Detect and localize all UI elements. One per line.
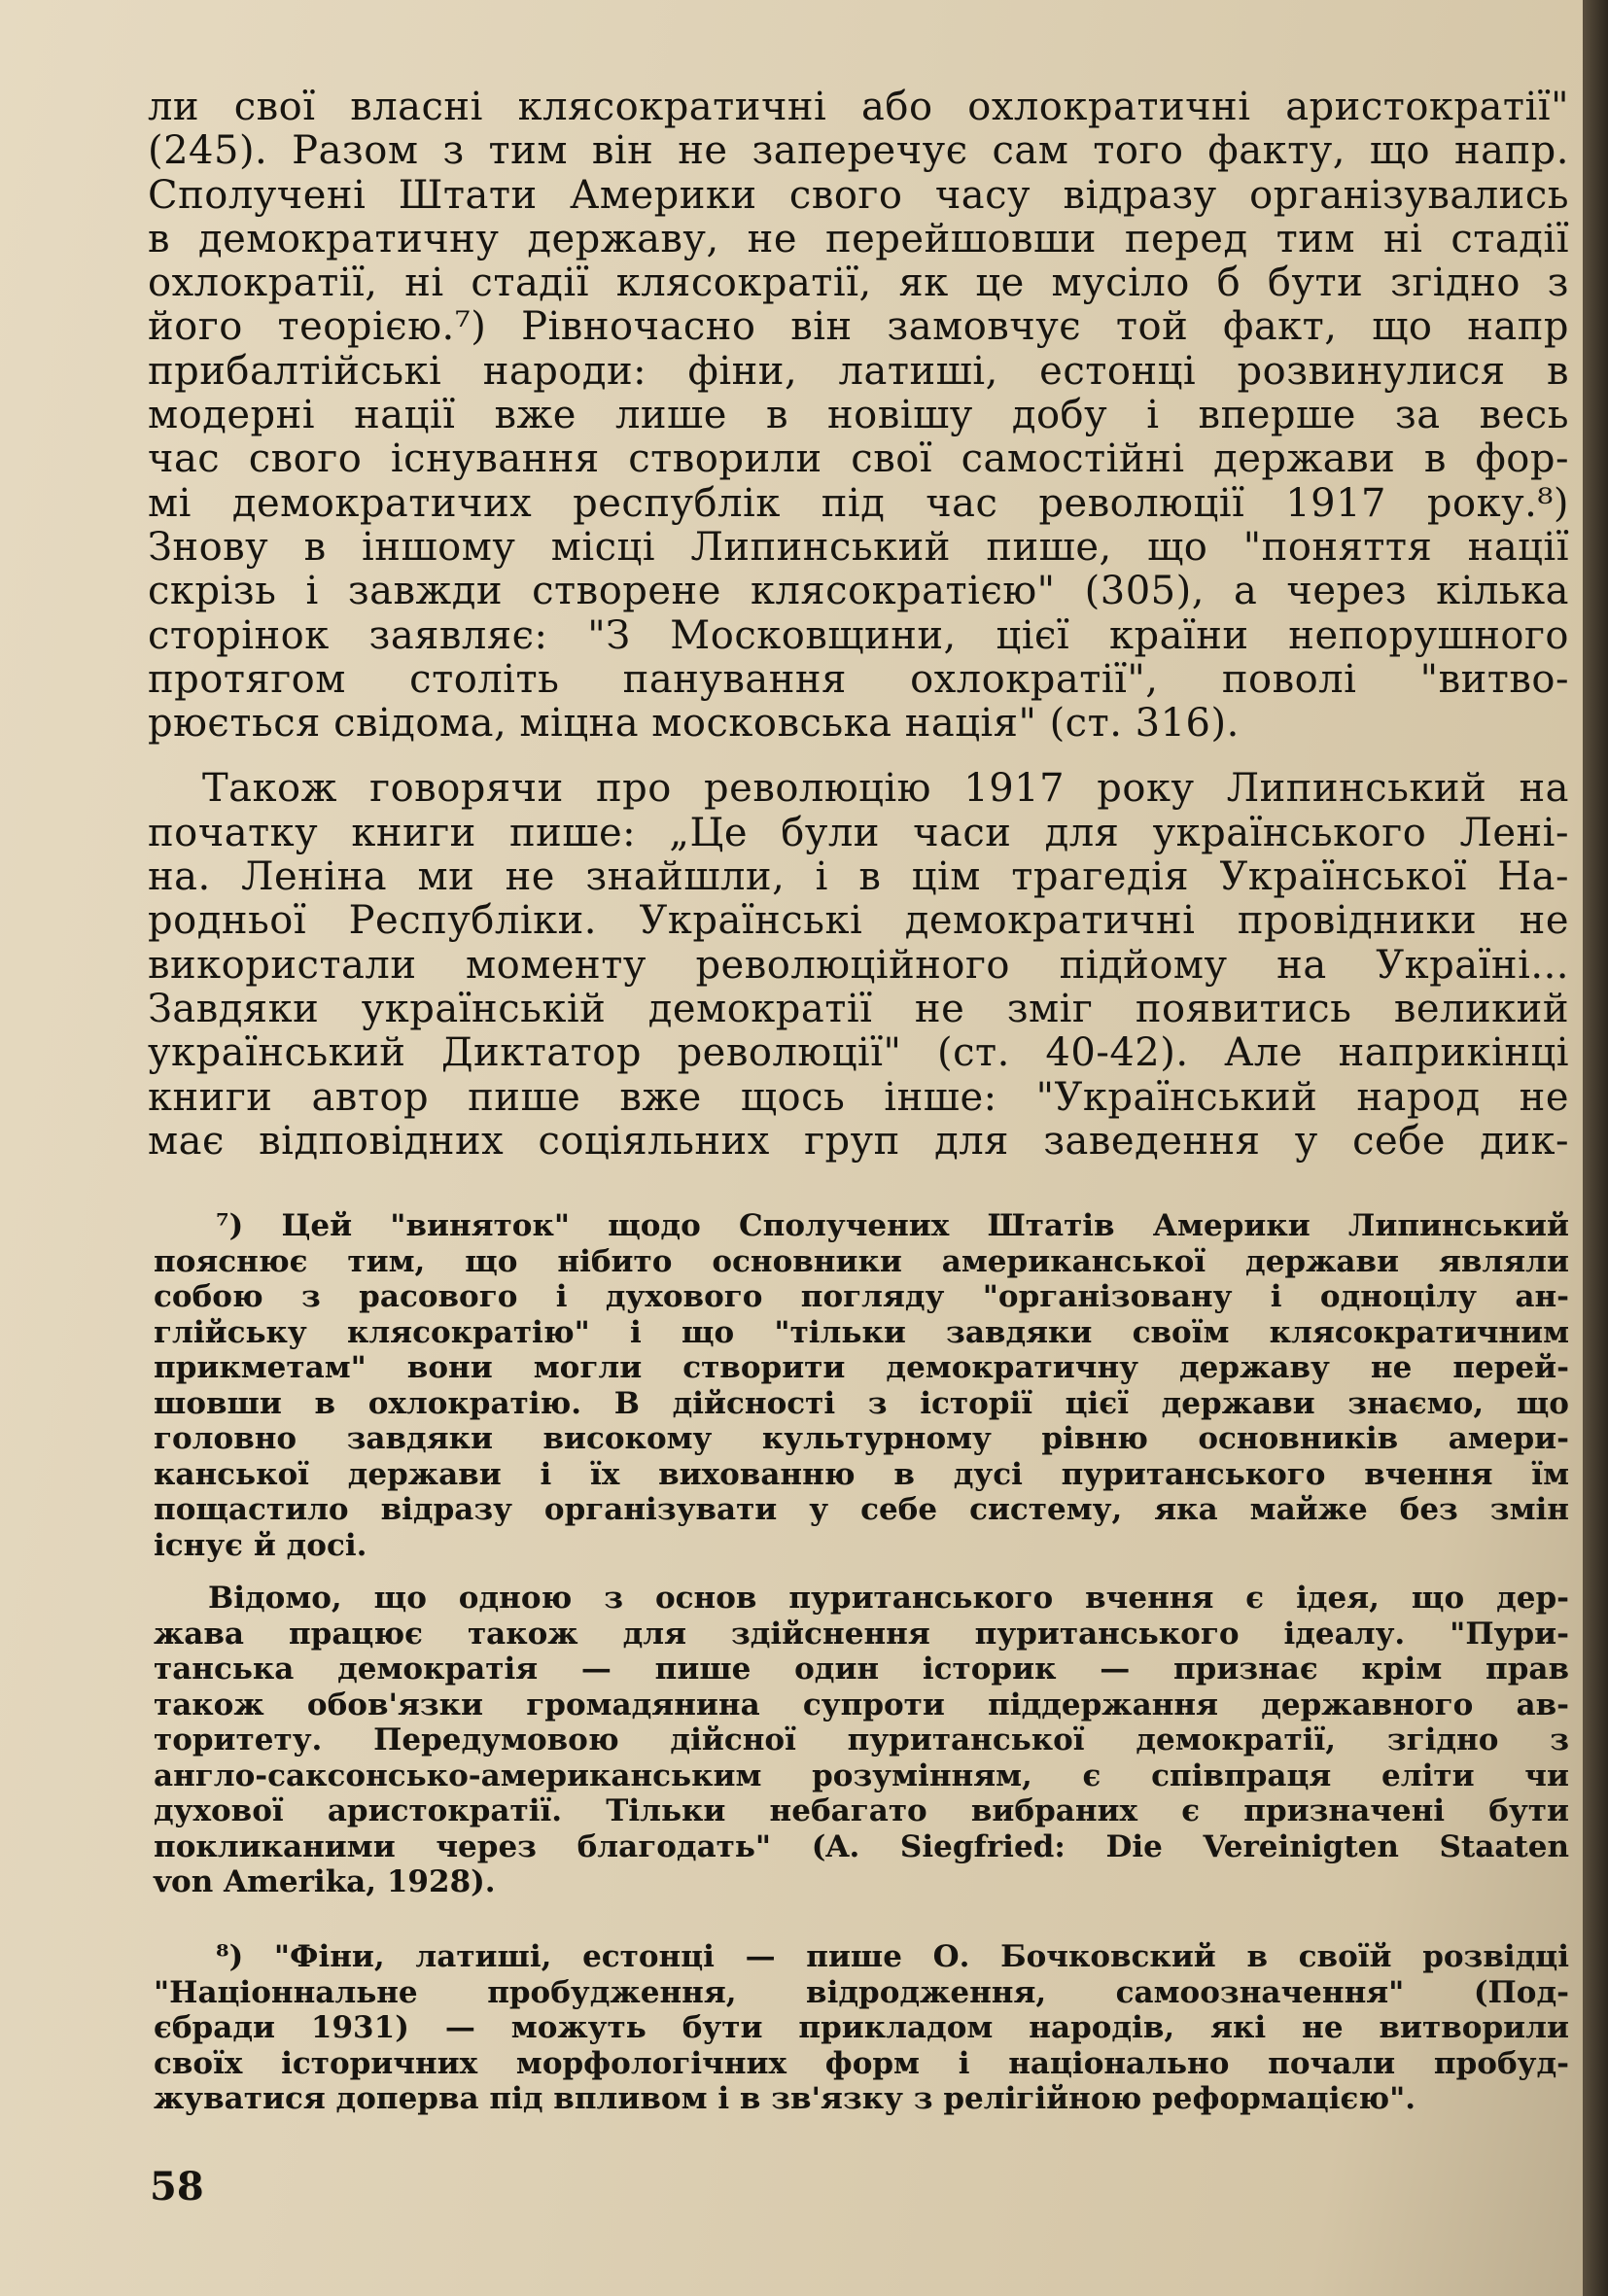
footnote-line: покликаними через благодать" (A. Siegfried: Die Vereinigten Staaten <box>154 1828 1569 1864</box>
text-line: використали моменту революційного підйому на Україні... <box>148 942 1569 988</box>
footnote-line: також обов'язки громадянина супроти піддержання державного ав- <box>154 1687 1569 1722</box>
text-line: мі демократичих республік під час революції 1917 року.⁸) <box>148 480 1569 526</box>
footnote-line: прикметам" вони могли створити демократичну державу не перей- <box>154 1350 1569 1385</box>
text-line: український Диктатор революції" (ст. 40-42). Але наприкінці <box>148 1030 1569 1076</box>
text-line: рюється свідома, міцна московська нація" (ст. 316). <box>148 701 1240 747</box>
text-line: Сполучені Штати Америки свого часу відразу організувались <box>148 172 1569 218</box>
text-line: скрізь і завжди створене клясократією" (305), а через кілька <box>148 569 1569 614</box>
footnote-line: ⁸) "Фіни, латиші, естонці — пише О. Бочковский в своїй розвідці <box>216 1939 1569 1974</box>
text-line: прибалтійські народи: фіни, латиші, естонці розвинулися в <box>148 348 1569 394</box>
footnote-line: ⁷) Цей "виняток" щодо Сполучених Штатів Америки Липинський <box>216 1208 1569 1243</box>
footnote-8 <box>154 1939 1569 2117</box>
footnote-line: канської держави і їх вихованню в дусі пуританського вчення їм <box>154 1456 1569 1492</box>
footnote-line: von Amerika, 1928). <box>154 1864 496 1899</box>
footnote-line: пояснює тим, що нібито основники американської держави являли <box>154 1243 1569 1279</box>
footnote-line: глійську клясократію" і що "тільки завдяки своїм клясократичним <box>154 1314 1569 1350</box>
paragraph-gap <box>148 746 1569 767</box>
text-line: протягом століть панування охлократії", поволі "витво- <box>148 656 1569 702</box>
footnote-line: жуватися доперва під впливом і в зв'язку з релігійною реформацією". <box>154 2081 1416 2116</box>
text-line: модерні нації вже лише в новішу добу і вперше за весь <box>148 393 1569 438</box>
footnote-7 <box>154 1208 1569 1563</box>
text-line: на. Леніна ми не знайшли, і в цім трагедія Української На- <box>148 854 1569 900</box>
footnote-line: торитету. Передумовою дійсної пуританської демократії, згідно з <box>154 1722 1569 1757</box>
text-line: сторінок заявляє: "З Московщини, цієї країни непорушного <box>148 612 1569 658</box>
text-line: початку книги пише: „Це були часи для українського Лені- <box>148 810 1569 855</box>
text-line: Також говорячи про революцію 1917 року Липинський на <box>202 766 1569 812</box>
footnote-line: "Націоннальне пробудження, відродження, самоозначення" (Под- <box>154 1974 1569 2010</box>
page-number: 58 <box>150 2164 204 2209</box>
text-line: родньої Республіки. Українські демократичні провідники не <box>148 898 1569 944</box>
text-line: Знову в іншому місці Липинський пише, що "поняття нації <box>148 524 1569 570</box>
footnote-line: танська демократія — пише один історик — признає крім прав <box>154 1652 1569 1687</box>
footnote-line: собою з расового і духового погляду "організовану і одноцілу ан- <box>154 1279 1569 1314</box>
text-line: його теорією.⁷) Рівночасно він замовчує той факт, що напр <box>148 304 1569 350</box>
main-text <box>148 86 1569 1164</box>
footnote-line: жава працює також для здійснення пуританського ідеалу. "Пури- <box>154 1616 1569 1652</box>
footnote-line: існує й досі. <box>154 1527 367 1563</box>
footnote-line: своїх історичних морфологічних форм і національно почали пробуд- <box>154 2045 1569 2081</box>
footnote-7-continuation <box>154 1581 1569 1900</box>
text-line: охлократії, ні стадії клясократії, як це мусіло б бути згідно з <box>148 261 1569 306</box>
footnote-line: шовши в охлократію. В дійсності з історії цієї держави знаємо, що <box>154 1385 1569 1421</box>
footnote-line: англо-саксонсько-американським розумінням, є співпраця еліти чи <box>154 1757 1569 1793</box>
text-line: (245). Разом з тим він не заперечує сам того факту, що напр. <box>148 128 1569 174</box>
footnote-line: єбради 1931) — можуть бути прикладом народів, які не витворили <box>154 2010 1569 2045</box>
page-edge-shadow <box>1583 0 1608 2296</box>
text-line: Завдяки українській демократії не зміг появитись великий <box>148 986 1569 1031</box>
footnote-line: духової аристократії. Тільки небагато вибраних є призначені бути <box>154 1793 1569 1828</box>
footnote-line: пощастило відразу організувати у себе систему, яка майже без змін <box>154 1492 1569 1527</box>
text-line: ли свої власні клясократичні або охлократичні аристократії" <box>148 85 1569 129</box>
text-line: книги автор пише вже щось інше: "Український народ не <box>148 1074 1569 1120</box>
text-line: час свого існування створили свої самостійні держави в фор- <box>148 436 1569 482</box>
footnote-line: головно завдяки високому культурному рівню основників амери- <box>154 1421 1569 1456</box>
footnote-line: Відомо, що одною з основ пуританського вчення є ідея, що дер- <box>208 1581 1569 1616</box>
text-line: в демократичну державу, не перейшовши перед тим ні стадії <box>148 216 1569 261</box>
text-line: має відповідних соціяльних груп для заведення у себе дик- <box>148 1118 1569 1164</box>
